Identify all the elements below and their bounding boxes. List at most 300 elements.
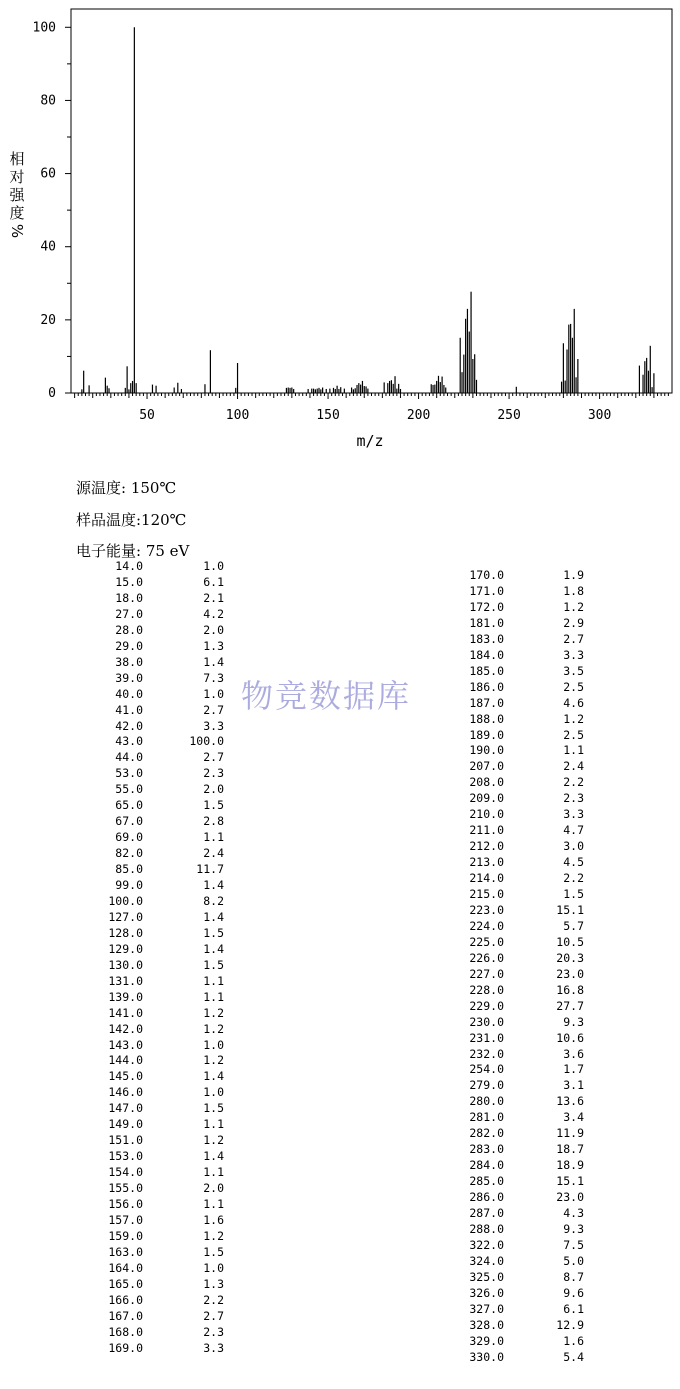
mz-value: 18.0 xyxy=(115,590,143,605)
table-row xyxy=(463,1317,588,1333)
mz-value: 223.0 xyxy=(469,902,504,917)
abundance-value: 1.2 xyxy=(203,1053,224,1068)
table-row xyxy=(463,1157,588,1173)
mz-value: 207.0 xyxy=(469,759,504,774)
abundance-value: 8.2 xyxy=(203,893,224,908)
source-temperature: 源温度: 150℃ xyxy=(76,479,177,497)
abundance-value: 18.7 xyxy=(556,1142,584,1157)
table-row xyxy=(76,733,226,749)
abundance-value: 1.1 xyxy=(203,830,224,845)
y-axis-label xyxy=(8,150,26,240)
mz-value: 224.0 xyxy=(469,918,504,933)
table-row xyxy=(463,822,588,838)
abundance-value: 3.3 xyxy=(203,1340,224,1355)
mz-value: 168.0 xyxy=(108,1324,143,1339)
abundance-value: 5.7 xyxy=(563,918,584,933)
y-axis-label-char: 度 xyxy=(9,204,25,222)
abundance-value: 5.0 xyxy=(563,1253,584,1268)
table-row xyxy=(463,1109,588,1125)
abundance-value: 2.3 xyxy=(563,791,584,806)
table-row xyxy=(76,989,226,1005)
abundance-value: 1.4 xyxy=(203,909,224,924)
abundance-value: 2.5 xyxy=(563,679,584,694)
mz-value: 157.0 xyxy=(108,1212,143,1227)
plot-frame xyxy=(71,9,672,393)
table-row xyxy=(76,622,226,638)
table-row xyxy=(76,686,226,702)
table-row xyxy=(463,1077,588,1093)
mz-value: 285.0 xyxy=(469,1174,504,1189)
abundance-value: 1.2 xyxy=(203,1021,224,1036)
mz-value: 143.0 xyxy=(108,1037,143,1052)
mz-value: 29.0 xyxy=(115,638,143,653)
abundance-value: 11.9 xyxy=(556,1126,584,1141)
abundance-value: 1.5 xyxy=(203,925,224,940)
table-row xyxy=(463,790,588,806)
mz-value: 159.0 xyxy=(108,1228,143,1243)
mz-value: 99.0 xyxy=(115,878,143,892)
mz-value: 130.0 xyxy=(108,957,143,972)
abundance-value: 1.2 xyxy=(563,711,584,726)
table-row xyxy=(76,1180,226,1196)
y-tick-label: 100 xyxy=(32,20,56,36)
table-row xyxy=(463,1093,588,1109)
abundance-value: 1.2 xyxy=(203,1005,224,1020)
abundance-value: 1.4 xyxy=(203,941,224,956)
table-row xyxy=(76,702,226,718)
abundance-value: 2.7 xyxy=(203,702,224,717)
table-row xyxy=(463,583,588,599)
abundance-value: 2.4 xyxy=(203,846,224,861)
mz-value: 226.0 xyxy=(469,950,504,965)
mz-value: 151.0 xyxy=(108,1133,143,1148)
abundance-value: 7.3 xyxy=(203,670,224,685)
mz-value: 14.0 xyxy=(115,559,143,573)
abundance-value: 3.3 xyxy=(203,718,224,733)
abundance-value: 10.6 xyxy=(556,1030,584,1045)
table-row xyxy=(76,909,226,925)
abundance-value: 5.4 xyxy=(563,1349,584,1364)
table-row xyxy=(463,1301,588,1317)
table-row xyxy=(463,599,588,615)
abundance-value: 3.1 xyxy=(563,1078,584,1093)
table-row xyxy=(76,1340,226,1356)
table-row xyxy=(76,1228,226,1244)
peak-table-right xyxy=(463,567,588,1367)
table-row xyxy=(463,615,588,631)
abundance-value: 4.6 xyxy=(563,695,584,710)
abundance-value: 1.2 xyxy=(203,1133,224,1148)
abundance-value: 2.0 xyxy=(203,1181,224,1196)
peak-table-left xyxy=(76,558,226,1358)
mz-value: 232.0 xyxy=(469,1046,504,1061)
abundance-value: 2.7 xyxy=(203,1308,224,1323)
table-row xyxy=(463,647,588,663)
mz-value: 39.0 xyxy=(115,670,143,685)
abundance-value: 20.3 xyxy=(556,950,584,965)
table-row xyxy=(463,854,588,870)
abundance-value: 2.2 xyxy=(203,1292,224,1307)
mz-value: 229.0 xyxy=(469,998,504,1013)
mz-value: 190.0 xyxy=(469,743,504,758)
abundance-value: 1.3 xyxy=(203,638,224,653)
table-row xyxy=(76,829,226,845)
y-tick-label: 40 xyxy=(40,239,56,255)
mz-value: 69.0 xyxy=(115,830,143,845)
mz-value: 40.0 xyxy=(115,686,143,701)
mz-value: 131.0 xyxy=(108,973,143,988)
y-tick-label: 0 xyxy=(48,386,56,401)
mz-value: 189.0 xyxy=(469,727,504,742)
watermark: 物竞数据库 xyxy=(241,677,412,715)
mz-value: 283.0 xyxy=(469,1142,504,1157)
abundance-value: 8.7 xyxy=(563,1269,584,1284)
abundance-value: 6.1 xyxy=(203,574,224,589)
abundance-value: 1.1 xyxy=(203,1117,224,1132)
mz-value: 284.0 xyxy=(469,1158,504,1173)
table-row xyxy=(76,1308,226,1324)
table-row xyxy=(463,838,588,854)
mz-value: 279.0 xyxy=(469,1078,504,1093)
table-row xyxy=(76,1100,226,1116)
table-row xyxy=(463,727,588,743)
table-row xyxy=(76,606,226,622)
mz-value: 41.0 xyxy=(115,702,143,717)
y-axis-label-char: 对 xyxy=(9,168,25,186)
table-row xyxy=(463,870,588,886)
abundance-value: 100.0 xyxy=(189,734,224,749)
mz-value: 127.0 xyxy=(108,909,143,924)
sample-temperature: 样品温度:120℃ xyxy=(76,511,187,529)
table-row xyxy=(76,638,226,654)
mz-value: 153.0 xyxy=(108,1149,143,1164)
table-row xyxy=(463,695,588,711)
table-row xyxy=(76,941,226,957)
y-axis-ticks xyxy=(33,20,71,401)
abundance-value: 27.7 xyxy=(556,998,584,1013)
table-row xyxy=(463,567,588,583)
mz-value: 254.0 xyxy=(469,1062,504,1077)
mz-value: 43.0 xyxy=(115,734,143,749)
abundance-value: 18.9 xyxy=(556,1158,584,1173)
abundance-value: 1.1 xyxy=(203,989,224,1004)
mz-value: 213.0 xyxy=(469,855,504,870)
abundance-value: 2.5 xyxy=(563,727,584,742)
abundance-value: 1.2 xyxy=(203,1228,224,1243)
table-row xyxy=(76,1164,226,1180)
y-tick-label: 60 xyxy=(40,166,56,182)
table-row xyxy=(463,663,588,679)
abundance-value: 9.6 xyxy=(563,1285,584,1300)
mz-value: 286.0 xyxy=(469,1190,504,1205)
abundance-value: 1.1 xyxy=(203,1165,224,1180)
abundance-value: 3.6 xyxy=(563,1046,584,1061)
abundance-value: 1.5 xyxy=(563,887,584,901)
mass-spectrum-chart xyxy=(0,0,680,460)
mz-value: 282.0 xyxy=(469,1126,504,1141)
table-row xyxy=(463,982,588,998)
mz-value: 287.0 xyxy=(469,1206,504,1220)
abundance-value: 15.1 xyxy=(556,902,584,917)
mz-value: 141.0 xyxy=(108,1005,143,1020)
mz-value: 147.0 xyxy=(108,1101,143,1116)
abundance-value: 1.6 xyxy=(203,1212,224,1227)
x-minor-ticks xyxy=(75,393,669,399)
mz-value: 149.0 xyxy=(108,1117,143,1132)
abundance-value: 9.3 xyxy=(563,1014,584,1029)
table-row xyxy=(76,1260,226,1276)
table-row xyxy=(76,1276,226,1292)
mz-value: 185.0 xyxy=(469,663,504,678)
table-row xyxy=(463,631,588,647)
mz-value: 164.0 xyxy=(108,1260,143,1275)
abundance-value: 9.3 xyxy=(563,1221,584,1236)
abundance-value: 2.3 xyxy=(203,766,224,781)
mz-value: 146.0 xyxy=(108,1085,143,1100)
x-tick-label: 300 xyxy=(587,408,612,423)
mz-value: 209.0 xyxy=(469,791,504,806)
mz-value: 329.0 xyxy=(469,1333,504,1348)
abundance-value: 2.9 xyxy=(563,615,584,630)
mz-value: 156.0 xyxy=(108,1197,143,1211)
table-row xyxy=(76,877,226,893)
mz-value: 288.0 xyxy=(469,1221,504,1236)
mz-value: 211.0 xyxy=(469,823,504,838)
table-row xyxy=(463,1237,588,1253)
table-row xyxy=(463,806,588,822)
mz-value: 181.0 xyxy=(469,615,504,630)
abundance-value: 2.0 xyxy=(203,782,224,797)
mz-value: 330.0 xyxy=(469,1349,504,1364)
abundance-value: 1.0 xyxy=(203,1037,224,1052)
mz-value: 38.0 xyxy=(115,654,143,669)
table-row xyxy=(76,1005,226,1021)
table-row xyxy=(463,1030,588,1046)
table-row xyxy=(463,1189,588,1205)
abundance-value: 23.0 xyxy=(556,966,584,981)
abundance-value: 1.3 xyxy=(203,1276,224,1291)
mz-value: 15.0 xyxy=(115,574,143,589)
table-row xyxy=(463,902,588,918)
table-row xyxy=(76,590,226,606)
mz-value: 184.0 xyxy=(469,647,504,662)
mz-value: 155.0 xyxy=(108,1181,143,1196)
table-row xyxy=(463,1014,588,1030)
table-row xyxy=(76,1052,226,1068)
spectrum-bars xyxy=(82,27,654,393)
mz-value: 129.0 xyxy=(108,941,143,956)
mz-value: 44.0 xyxy=(115,750,143,765)
mz-value: 212.0 xyxy=(469,839,504,854)
x-tick-label: 50 xyxy=(139,408,155,423)
table-row xyxy=(463,1269,588,1285)
abundance-value: 1.5 xyxy=(203,957,224,972)
mz-value: 214.0 xyxy=(469,871,504,886)
mz-value: 166.0 xyxy=(108,1292,143,1307)
y-axis-label-char: 相 xyxy=(9,150,25,168)
abundance-value: 1.1 xyxy=(203,1197,224,1211)
mz-value: 163.0 xyxy=(108,1244,143,1259)
table-row xyxy=(76,797,226,813)
x-axis-ticks xyxy=(139,408,611,423)
table-row xyxy=(463,950,588,966)
table-row xyxy=(76,1068,226,1084)
table-row xyxy=(76,670,226,686)
table-row xyxy=(76,861,226,877)
x-axis-label: m/z xyxy=(356,432,384,450)
abundance-value: 2.0 xyxy=(203,622,224,637)
table-row xyxy=(76,558,226,574)
abundance-value: 1.0 xyxy=(203,559,224,573)
table-row xyxy=(463,1173,588,1189)
abundance-value: 3.3 xyxy=(563,807,584,822)
y-axis-label-char: % xyxy=(8,223,26,239)
table-row xyxy=(463,742,588,758)
abundance-value: 1.4 xyxy=(203,1069,224,1084)
abundance-value: 1.1 xyxy=(563,743,584,758)
abundance-value: 12.9 xyxy=(556,1317,584,1332)
abundance-value: 15.1 xyxy=(556,1174,584,1189)
table-row xyxy=(76,1148,226,1164)
abundance-value: 7.5 xyxy=(563,1237,584,1252)
mz-value: 142.0 xyxy=(108,1021,143,1036)
abundance-value: 2.2 xyxy=(563,775,584,790)
table-row xyxy=(463,998,588,1014)
mz-value: 324.0 xyxy=(469,1253,504,1268)
table-row xyxy=(76,1324,226,1340)
abundance-value: 3.5 xyxy=(563,663,584,678)
mz-value: 169.0 xyxy=(108,1340,143,1355)
abundance-value: 1.8 xyxy=(563,583,584,598)
table-row xyxy=(76,1292,226,1308)
table-row xyxy=(463,1349,588,1365)
table-row xyxy=(463,1253,588,1269)
mz-value: 42.0 xyxy=(115,718,143,733)
table-row xyxy=(76,1212,226,1228)
table-row xyxy=(76,845,226,861)
x-tick-label: 150 xyxy=(316,408,340,423)
table-row xyxy=(76,574,226,590)
table-row xyxy=(76,973,226,989)
table-row xyxy=(463,1125,588,1141)
abundance-value: 11.7 xyxy=(196,862,224,877)
mz-value: 280.0 xyxy=(469,1094,504,1109)
table-row xyxy=(463,886,588,902)
table-row xyxy=(463,1285,588,1301)
mz-value: 281.0 xyxy=(469,1110,504,1125)
mz-value: 145.0 xyxy=(108,1069,143,1084)
abundance-value: 1.2 xyxy=(563,599,584,614)
table-row xyxy=(76,749,226,765)
abundance-value: 2.1 xyxy=(203,590,224,605)
abundance-value: 1.0 xyxy=(203,686,224,701)
abundance-value: 2.3 xyxy=(203,1324,224,1339)
abundance-value: 4.5 xyxy=(563,855,584,870)
electron-energy: 电子能量: 75 eV xyxy=(76,542,190,560)
mz-value: 215.0 xyxy=(469,887,504,901)
abundance-value: 2.7 xyxy=(203,750,224,765)
abundance-value: 1.5 xyxy=(203,798,224,813)
table-row xyxy=(463,1046,588,1062)
mz-value: 231.0 xyxy=(469,1030,504,1045)
abundance-value: 4.3 xyxy=(563,1206,584,1220)
abundance-value: 16.8 xyxy=(556,982,584,997)
table-row xyxy=(463,774,588,790)
mz-value: 170.0 xyxy=(469,568,504,582)
table-row xyxy=(76,765,226,781)
mz-value: 208.0 xyxy=(469,775,504,790)
mz-value: 144.0 xyxy=(108,1053,143,1068)
mz-value: 188.0 xyxy=(469,711,504,726)
mz-value: 210.0 xyxy=(469,807,504,822)
mz-value: 326.0 xyxy=(469,1285,504,1300)
abundance-value: 1.5 xyxy=(203,1101,224,1116)
table-row xyxy=(463,679,588,695)
mz-value: 53.0 xyxy=(115,766,143,781)
mz-value: 167.0 xyxy=(108,1308,143,1323)
abundance-value: 3.3 xyxy=(563,647,584,662)
y-tick-label: 20 xyxy=(40,312,56,328)
abundance-value: 1.0 xyxy=(203,1260,224,1275)
mz-value: 325.0 xyxy=(469,1269,504,1284)
y-tick-label: 80 xyxy=(40,93,56,109)
abundance-value: 1.1 xyxy=(203,973,224,988)
abundance-value: 4.2 xyxy=(203,606,224,621)
abundance-value: 1.9 xyxy=(563,568,584,582)
abundance-value: 6.1 xyxy=(563,1301,584,1316)
mz-value: 228.0 xyxy=(469,982,504,997)
table-row xyxy=(463,1221,588,1237)
table-row xyxy=(76,1132,226,1148)
mz-value: 225.0 xyxy=(469,934,504,949)
abundance-value: 3.0 xyxy=(563,839,584,854)
abundance-value: 4.7 xyxy=(563,823,584,838)
mz-value: 227.0 xyxy=(469,966,504,981)
abundance-value: 10.5 xyxy=(556,934,584,949)
abundance-value: 2.2 xyxy=(563,871,584,886)
x-tick-label: 200 xyxy=(406,408,431,423)
abundance-value: 1.6 xyxy=(563,1333,584,1348)
mz-value: 85.0 xyxy=(115,862,143,877)
table-row xyxy=(463,1333,588,1349)
table-row xyxy=(76,718,226,734)
table-row xyxy=(463,934,588,950)
table-row xyxy=(76,1116,226,1132)
table-row xyxy=(76,654,226,670)
table-row xyxy=(463,966,588,982)
mz-value: 128.0 xyxy=(108,925,143,940)
mz-value: 165.0 xyxy=(108,1276,143,1291)
mz-value: 172.0 xyxy=(469,599,504,614)
abundance-value: 2.7 xyxy=(563,631,584,646)
mz-value: 154.0 xyxy=(108,1165,143,1180)
abundance-value: 2.8 xyxy=(203,814,224,829)
mz-value: 100.0 xyxy=(108,893,143,908)
mz-value: 183.0 xyxy=(469,631,504,646)
abundance-value: 1.4 xyxy=(203,1149,224,1164)
table-row xyxy=(76,925,226,941)
mz-value: 171.0 xyxy=(469,583,504,598)
mz-value: 230.0 xyxy=(469,1014,504,1029)
abundance-value: 1.0 xyxy=(203,1085,224,1100)
mz-value: 55.0 xyxy=(115,782,143,797)
abundance-value: 1.4 xyxy=(203,878,224,892)
x-tick-label: 100 xyxy=(225,408,250,423)
abundance-value: 2.4 xyxy=(563,759,584,774)
mz-value: 322.0 xyxy=(469,1237,504,1252)
abundance-value: 3.4 xyxy=(563,1110,584,1125)
abundance-value: 23.0 xyxy=(556,1190,584,1205)
